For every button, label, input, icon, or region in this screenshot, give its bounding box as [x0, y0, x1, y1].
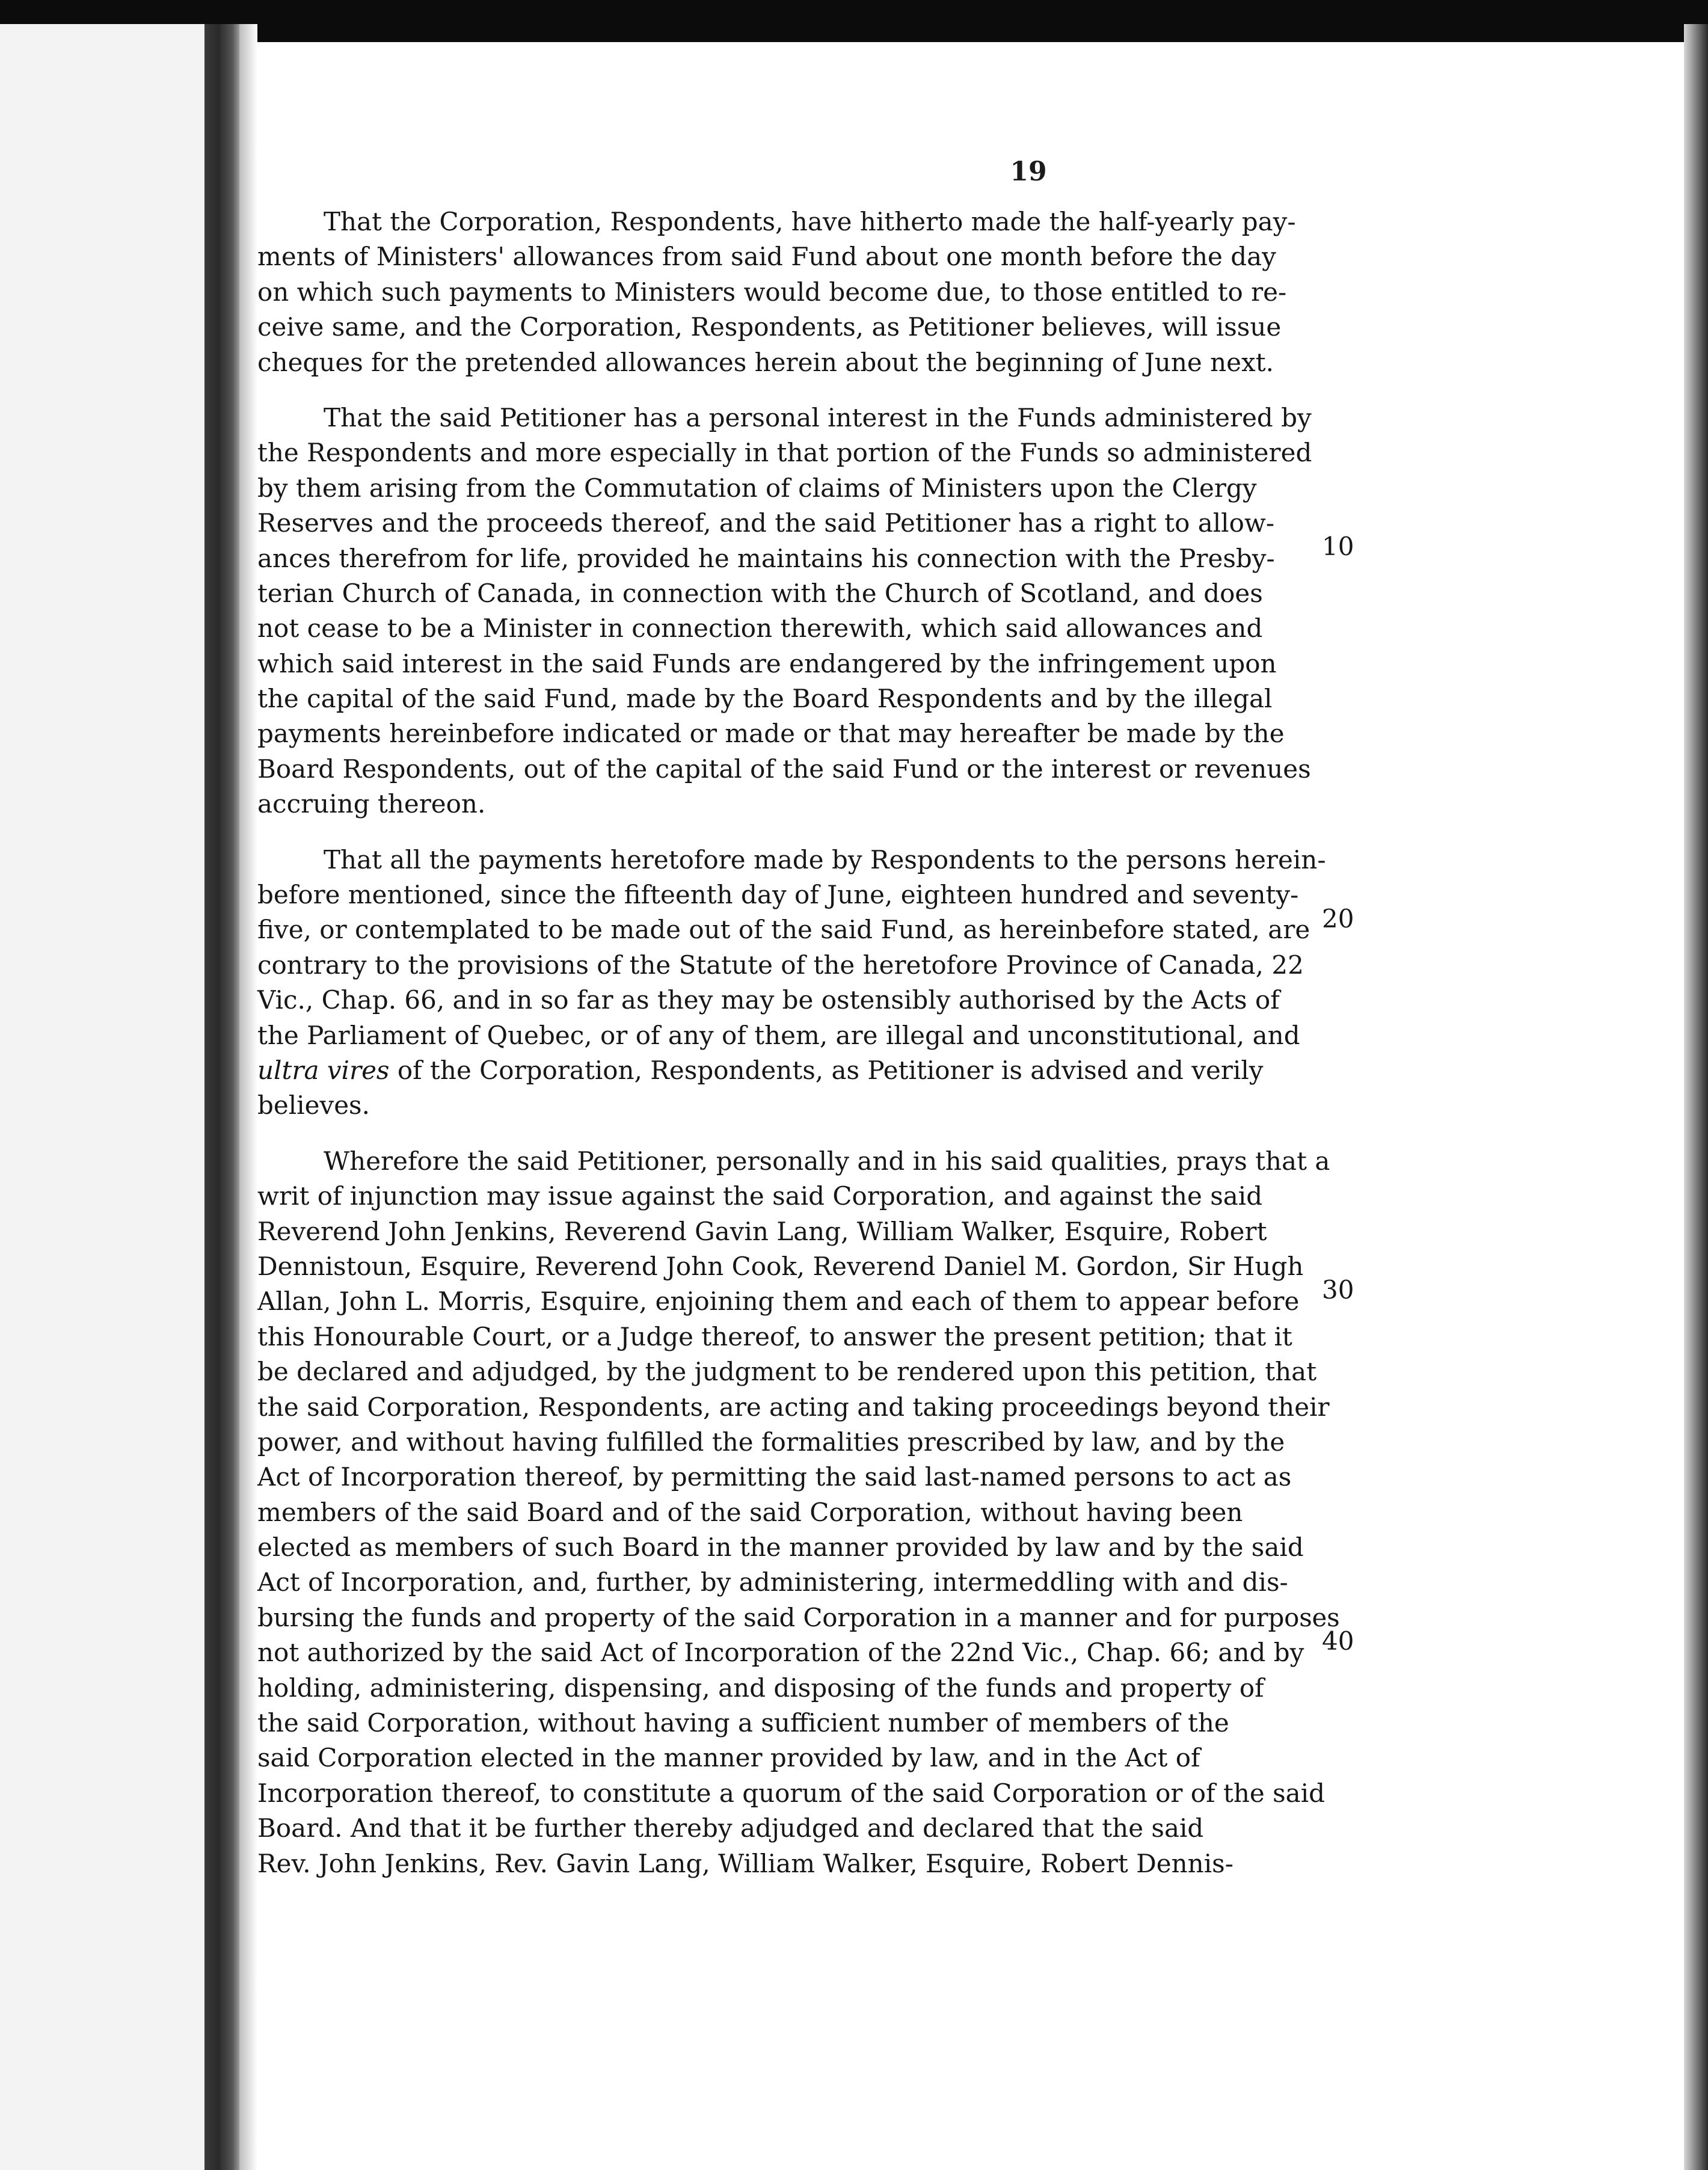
- text-line: Incorporation thereof, to constitute a quorum of the said Corporation or of the said: [257, 1778, 1326, 1808]
- text-line: be declared and adjudged, by the judgment to be rendered upon this petition, that: [257, 1357, 1317, 1387]
- text-line: ceive same, and the Corporation, Respondents, as Petitioner believes, will issue: [257, 312, 1282, 342]
- text-line: the said Corporation, without having a sufficient number of members of the: [257, 1708, 1229, 1738]
- text-line: not authorized by the said Act of Incorporation of the 22nd Vic., Chap. 66; and by: [257, 1638, 1304, 1668]
- text-line: accruing thereon.: [257, 789, 486, 819]
- document-body: [257, 204, 1354, 1902]
- text-line: [257, 1053, 1340, 1088]
- text-line: Act of Incorporation, and, further, by administering, intermeddling with and dis-: [257, 1567, 1288, 1597]
- paragraph-2: [257, 401, 1354, 822]
- paragraph-1: [257, 204, 1340, 380]
- page-number: 19: [1010, 156, 1047, 187]
- text-line: ances therefrom for life, provided he maintains his connection with the Presby-: [257, 543, 1275, 573]
- text-line: payments hereinbefore indicated or made or that may hereafter be made by the: [257, 719, 1285, 749]
- text-line: five, or contemplated to be made out of the said Fund, as hereinbefore stated, are: [257, 915, 1310, 945]
- text-line: That the said Petitioner has a personal interest in the Funds administered by: [324, 402, 1312, 432]
- text-line: the Respondents and more especially in that portion of the Funds so administered: [257, 438, 1312, 468]
- paragraph-3: [257, 843, 1354, 1123]
- text-line: That all the payments heretofore made by Respondents to the persons herein-: [324, 844, 1326, 874]
- text-line: Reserves and the proceeds thereof, and the said Petitioner has a right to allow-: [257, 508, 1275, 538]
- text-line: That the Corporation, Respondents, have hitherto made the half-yearly pay-: [324, 207, 1296, 236]
- facing-page-edge: [0, 24, 204, 2170]
- text-line: Reverend John Jenkins, Reverend Gavin Lang, William Walker, Esquire, Robert: [257, 1216, 1267, 1246]
- text-line: before mentioned, since the fifteenth day of June, eighteen hundred and seventy-: [257, 880, 1299, 910]
- text-line: by them arising from the Commutation of claims of Ministers upon the Clergy: [257, 473, 1257, 503]
- line-number-10: 10: [1322, 531, 1354, 561]
- spine-gradient: [239, 24, 257, 2170]
- text-line: power, and without having fulfilled the formalities prescribed by law, and by the: [257, 1427, 1285, 1457]
- text-line: Board. And that it be further thereby adjudged and declared that the said: [257, 1813, 1204, 1843]
- text-line: Wherefore the said Petitioner, personally and in his said qualities, prays that a: [324, 1146, 1330, 1176]
- text-line: this Honourable Court, or a Judge thereof, to answer the present petition; that it: [257, 1321, 1292, 1351]
- text-line: writ of injunction may issue against the said Corporation, and against the said: [257, 1181, 1263, 1211]
- text-line: the Parliament of Quebec, or of any of them, are illegal and unconstitutional, and: [257, 1020, 1300, 1050]
- text-line: bursing the funds and property of the said Corporation in a manner and for purposes: [257, 1602, 1340, 1632]
- line-number-20: 20: [1322, 903, 1354, 933]
- text-line: said Corporation elected in the manner provided by law, and in the Act of: [257, 1743, 1200, 1773]
- text-line: not cease to be a Minister in connection therewith, which said allowances and: [257, 613, 1263, 644]
- text-line: Rev. John Jenkins, Rev. Gavin Lang, William Walker, Esquire, Robert Dennis-: [257, 1848, 1233, 1878]
- text-line: Vic., Chap. 66, and in so far as they may be ostensibly authorised by the Acts of: [257, 985, 1280, 1015]
- text-line: contrary to the provisions of the Statute of the heretofore Province of Canada, 22: [257, 950, 1304, 980]
- text-line: which said interest in the said Funds are endangered by the infringement upon: [257, 648, 1277, 678]
- text-line: cheques for the pretended allowances herein about the beginning of June next.: [257, 347, 1274, 377]
- text-line: Board Respondents, out of the capital of the said Fund or the interest or revenues: [257, 754, 1311, 784]
- text-line: elected as members of such Board in the manner provided by law and by the said: [257, 1532, 1304, 1563]
- scan-right-border: [1684, 24, 1708, 2170]
- text-line: believes.: [257, 1090, 370, 1120]
- text-line: members of the said Board and of the said Corporation, without having been: [257, 1497, 1243, 1527]
- latin-phrase: ultra vires: [257, 1055, 390, 1085]
- text-line: Dennistoun, Esquire, Reverend John Cook, Reverend Daniel M. Gordon, Sir Hugh: [257, 1251, 1304, 1281]
- line-number-40: 40: [1322, 1626, 1354, 1656]
- text-line-rest: of the Corporation, Respondents, as Petitioner is advised and verily: [397, 1055, 1264, 1085]
- text-line: the said Corporation, Respondents, are acting and taking proceedings beyond their: [257, 1392, 1330, 1422]
- text-line: terian Church of Canada, in connection with the Church of Scotland, and does: [257, 578, 1263, 608]
- text-line: ments of Ministers' allowances from said Fund about one month before the day: [257, 242, 1276, 272]
- document-page: [257, 42, 1684, 2170]
- text-line: the capital of the said Fund, made by the Board Respondents and by the illegal: [257, 684, 1273, 714]
- line-number-30: 30: [1322, 1274, 1354, 1305]
- text-line: on which such payments to Ministers would become due, to those entitled to re-: [257, 277, 1287, 307]
- text-line: Allan, John L. Morris, Esquire, enjoining them and each of them to appear before: [257, 1286, 1300, 1317]
- book-spine-shadow: [204, 24, 239, 2170]
- paragraph-4: [257, 1144, 1354, 1881]
- text-line: holding, administering, dispensing, and disposing of the funds and property of: [257, 1673, 1264, 1703]
- text-line: Act of Incorporation thereof, by permitting the said last-named persons to act as: [257, 1462, 1292, 1492]
